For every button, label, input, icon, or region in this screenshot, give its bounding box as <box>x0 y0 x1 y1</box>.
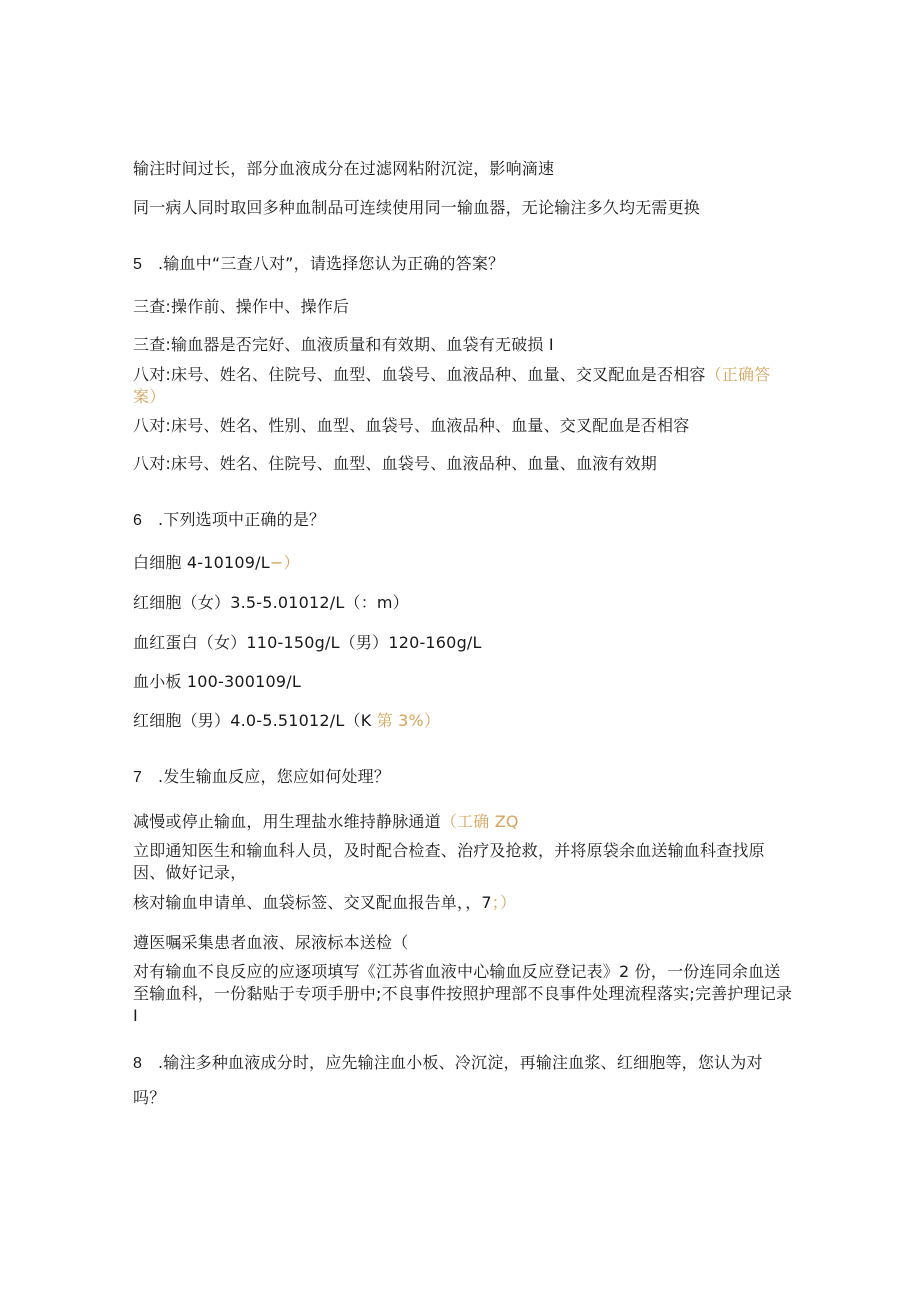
option-item: 立即通知医生和输血科人员，及时配合检查、治疗及抢救，并将原袋余血送输血科查找原因、做好记录， <box>133 841 765 882</box>
option-item: 三查:操作前、操作中、操作后 <box>133 297 350 316</box>
option-text: 减慢或停止输血，用生理盐水维持静脉通道 <box>133 812 441 831</box>
option-text: 白细胞 4-10109/L <box>133 553 270 572</box>
option-item: 对有输血不良反应的应逐项填写《江苏省血液中心输血反应登记表》2 份，一份连同余血送至输血科，一份黏贴于专项手册中;不良事件按照护理部不良事件处理流程落实;完善护理记录 I <box>133 962 793 1025</box>
option-item: 三查:输血器是否完好、血液质量和有效期、血袋有无破损 I <box>133 335 554 354</box>
question-text: .下列选项中正确的是？ <box>157 510 326 529</box>
option-text: 红细胞（男）4.0-5.51012/L（K <box>133 711 372 730</box>
option-item: 八对:床号、姓名、住院号、血型、血袋号、血液品种、血量、血液有效期 <box>133 454 657 473</box>
question-number: 5 <box>133 256 143 273</box>
question-number: 6 <box>133 512 143 529</box>
option-text: 八对:床号、姓名、住院号、血型、血袋号、血液品种、血量、交叉配血是否相容 <box>133 365 706 384</box>
option-text: 同一病人同时取回多种血制品可连续使用同一输血器，无论输注多久均无需更换 <box>133 198 701 217</box>
option-item <box>133 710 793 732</box>
question-8 <box>133 1046 793 1115</box>
option-item: 八对:床号、姓名、性别、血型、血袋号、血液品种、血量、交叉配血是否相容 <box>133 416 690 435</box>
question-5 <box>133 253 793 276</box>
question-6 <box>133 509 793 532</box>
answer-mark: −） <box>269 553 300 572</box>
question-text: .发生输血反应，您应如何处理？ <box>157 767 391 786</box>
question-text: .输血中“三查八对”，请选择您认为正确的答案？ <box>157 254 505 273</box>
question-text: .输注多种血液成分时，应先输注血小板、冷沉淀，再输注血浆、红细胞等，您认为对吗？ <box>133 1053 763 1107</box>
answer-mark: ；） <box>491 893 517 912</box>
correct-answer-mark: （工确 ZQ <box>440 812 519 831</box>
option-item <box>133 892 793 914</box>
option-item <box>133 811 793 833</box>
question-7 <box>133 766 793 789</box>
option-item <box>133 364 773 408</box>
option-item: 血红蛋白（女）110-150g/L（男）120-160g/L <box>133 633 482 652</box>
question-number: 7 <box>133 769 143 786</box>
option-item: 红细胞（女）3.5-5.01012/L（：m） <box>133 593 409 612</box>
option-item: 遵医嘱采集患者血液、尿液标本送检（ <box>133 933 409 952</box>
answer-mark: 第 3%） <box>371 711 441 730</box>
option-text: 输注时间过长，部分血液成分在过滤网粘附沉淀，影响滴速 <box>133 159 555 178</box>
question-number: 8 <box>133 1055 143 1072</box>
option-text: 核对输血申请单、血袋标签、交叉配血报告单，，7 <box>133 893 492 912</box>
option-item <box>133 552 793 574</box>
correct-answer-mark: （正确答案） <box>133 365 771 406</box>
option-item: 血小板 100-300109/L <box>133 672 301 691</box>
